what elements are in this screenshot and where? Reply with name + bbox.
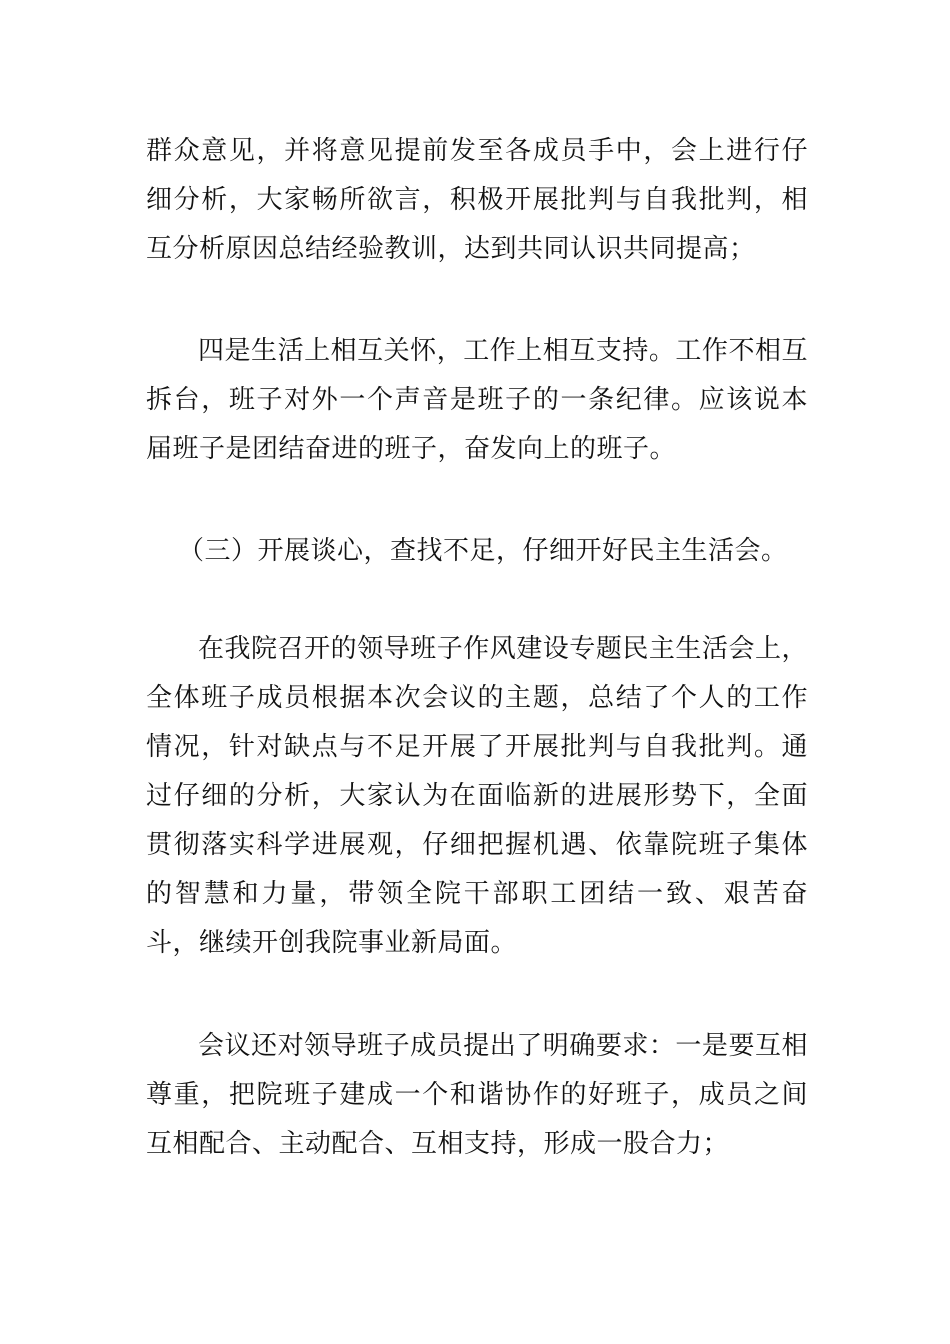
paragraph-meeting: 在我院召开的领导班子作风建设专题民主生活会上，全体班子成员根据本次会议的主题，总结了个人的工作情况，针对缺点与不足开展了开展批判与自我批判。通过仔细的分析，大家认为在面临新的进展形势下，全面贯彻落实科学进展观，仔细把握机遇、依靠院班子集体的智慧和力量，带领全院干部职工团结一致、艰苦奋斗，继续开创我院事业新局面。 (146, 634, 808, 958)
section-heading: （三）开展谈心，查找不足，仔细开好民主生活会。 (178, 536, 788, 566)
paragraph-point-four: 四是生活上相互关怀，工作上相互支持。工作不相互拆台，班子对外一个声音是班子的一条纪律。应该说本届班子是团结奋进的班子，奋发向上的班子。 (146, 336, 808, 464)
paragraph-requirements: 会议还对领导班子成员提出了明确要求：一是要互相尊重，把院班子建成一个和谐协作的好班子，成员之间互相配合、主动配合、互相支持，形成一股合力； (146, 1031, 808, 1159)
paragraph-continued: 群众意见，并将意见提前发至各成员手中，会上进行仔细分析，大家畅所欲言，积极开展批判与自我批判，相互分析原因总结经验教训，达到共同认识共同提高； (146, 136, 808, 264)
